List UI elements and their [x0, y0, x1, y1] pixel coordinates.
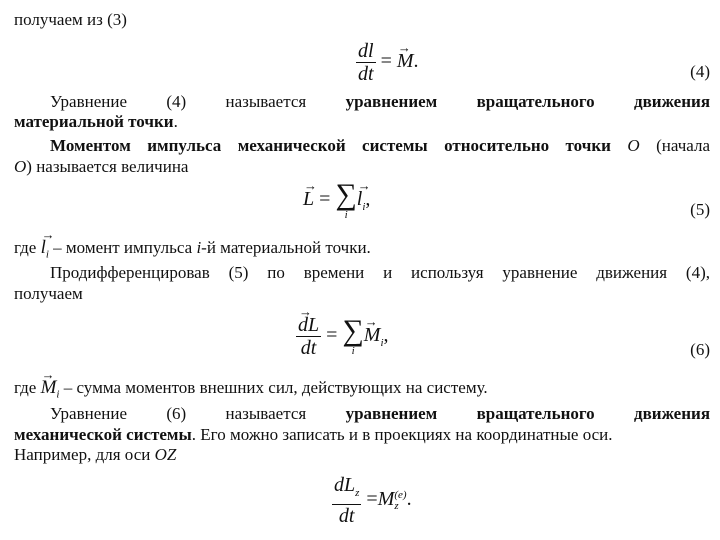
text-line-7: Продифференцировав (5) по времени и используя уравнение движения (4), [50, 263, 710, 282]
sum-symbol: ∑ i [342, 314, 364, 357]
equation-number-5: (5) [690, 200, 710, 219]
bold-term: уравнением вращательного движения [345, 404, 711, 423]
fraction-dLz-dt: $\frac{dL_z}{dt}$ [334, 474, 360, 527]
equals-sign: = [380, 50, 397, 73]
text-line-10: Уравнение (6) называется уравнением вращательного движения [50, 404, 711, 423]
denominator: dt [338, 505, 355, 527]
text-line-12: Например, для оси OZ [14, 445, 177, 464]
bold-term: материальной точки [14, 112, 174, 131]
denominator: dt [300, 337, 317, 359]
M-z-term: M [377, 488, 395, 511]
vector-l-inline: → l [41, 238, 46, 258]
equation-6: → $\frac{dL}{dt}$ = ∑ i → $M_i$, [296, 314, 389, 359]
numerator: dL [334, 474, 356, 496]
text-line-5: O) называется величина [14, 157, 189, 176]
text-line-1: получаем из (3) [14, 10, 127, 29]
vector-M: → M [364, 324, 381, 346]
text-line-4: Моментом импульса механической системы относительно точки O (начала [50, 136, 711, 155]
denominator: dt [358, 63, 374, 85]
bold-definition: Моментом импульса механической системы относительно точки [50, 136, 611, 155]
equation-7: $\frac{dL_z}{dt}$ =M (e) z . [334, 474, 412, 527]
numerator: → dL [298, 314, 319, 336]
vector-l: → l [357, 188, 363, 210]
fraction-dL-dt [296, 314, 321, 359]
equation-number-6: (6) [690, 340, 710, 359]
equation-number-4: (4) [690, 62, 710, 81]
vector-M: → M [397, 50, 414, 72]
text-line-8: получаем [14, 284, 83, 303]
text-line-3: материальной точки. [14, 112, 178, 131]
bold-term: уравнением вращательного движения [345, 92, 711, 111]
vector-M-inline: → M [41, 378, 57, 398]
bold-term: механической системы [14, 425, 192, 444]
numerator: dl [358, 40, 374, 62]
sum-symbol: ∑ i [335, 178, 357, 221]
text-line-9: где → $M_i$ – сумма моментов внешних сил, действующих на систему. [14, 378, 710, 404]
vector-L: → L [303, 188, 314, 210]
text-line-11: механической системы. Его можно записать и в проекциях на координатные оси. [14, 425, 613, 444]
text-line-2: Уравнение (4) называется уравнением вращательного движения [50, 92, 711, 111]
equation-5: → L = ∑ i → $l_i$, [303, 180, 370, 221]
period: . [413, 50, 419, 73]
text-line-6: где → $l_i$ – момент импульса i-й материальной точки. [14, 238, 710, 264]
fraction-dl-dt [356, 40, 376, 85]
equation-4 [356, 40, 419, 85]
